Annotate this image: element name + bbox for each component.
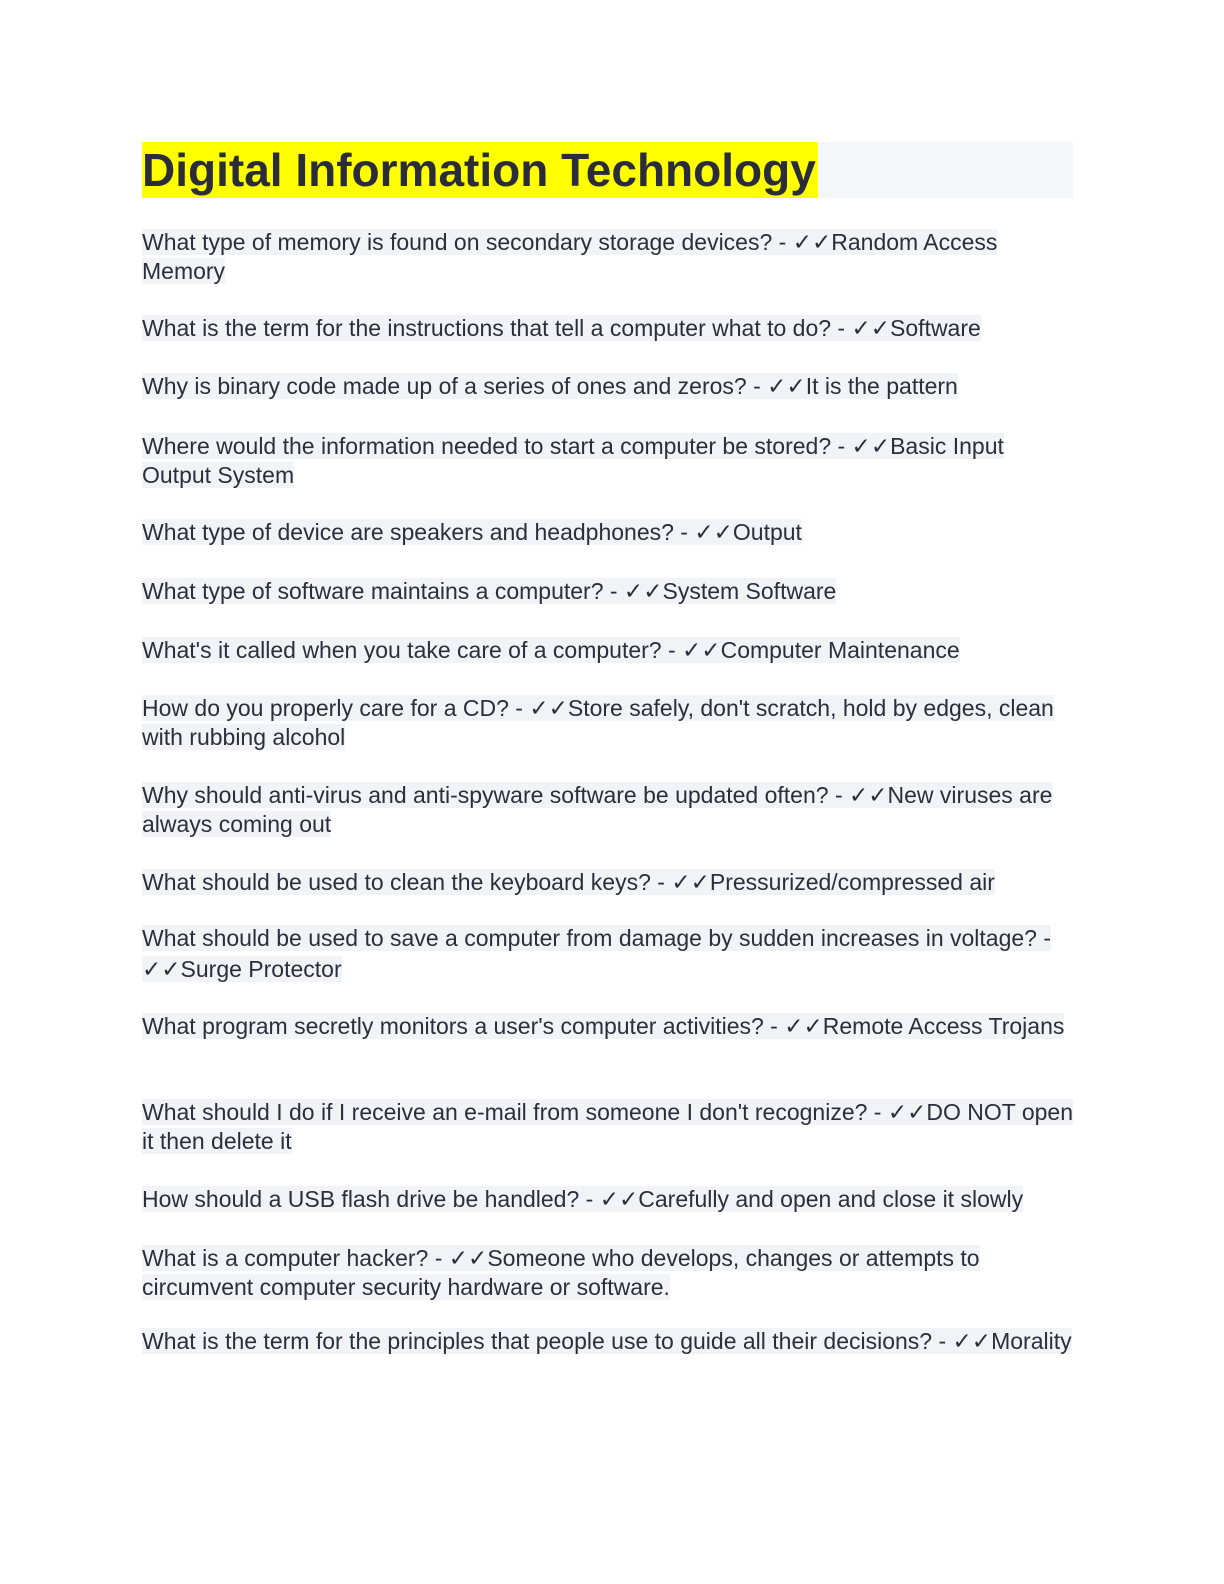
qa-item-7	[142, 636, 1074, 665]
qa-item-12	[142, 1012, 1074, 1041]
qa-text: What is a computer hacker? - ✓✓Someone who develops, changes or attempts to circumvent computer security hardware or software.	[142, 1245, 980, 1300]
qa-item-3	[142, 372, 1074, 401]
qa-item-2	[142, 314, 1074, 343]
qa-text: Where would the information needed to start a computer be stored? - ✓✓Basic Input Output System	[142, 433, 1004, 488]
page-title: Digital Information Technology	[142, 144, 816, 196]
qa-text: Why is binary code made up of a series of ones and zeros? - ✓✓It is the pattern	[142, 373, 958, 399]
qa-item-13	[142, 1098, 1074, 1155]
qa-item-1	[142, 228, 1074, 285]
qa-item-15	[142, 1244, 1074, 1301]
qa-text: What is the term for the principles that people use to guide all their decisions? - ✓✓Morality	[142, 1328, 1072, 1354]
qa-text: What program secretly monitors a user's computer activities? - ✓✓Remote Access Trojans	[142, 1013, 1065, 1039]
qa-item-4	[142, 432, 1074, 489]
qa-text: What is the term for the instructions that tell a computer what to do? - ✓✓Software	[142, 315, 981, 341]
qa-item-11	[142, 923, 1074, 985]
qa-item-14	[142, 1185, 1074, 1214]
qa-item-5	[142, 518, 1074, 547]
qa-item-8	[142, 694, 1074, 751]
qa-item-10	[142, 868, 1074, 897]
qa-item-9	[142, 781, 1074, 838]
qa-text: Why should anti-virus and anti-spyware software be updated often? - ✓✓New viruses are always coming out	[142, 782, 1053, 837]
qa-text: What type of device are speakers and headphones? - ✓✓Output	[142, 519, 802, 545]
qa-text: What type of memory is found on secondary storage devices? - ✓✓Random Access Memory	[142, 229, 998, 284]
qa-text: What should I do if I receive an e-mail from someone I don't recognize? - ✓✓DO NOT open it then delete it	[142, 1099, 1073, 1154]
qa-item-16	[142, 1326, 1074, 1357]
qa-text: What should be used to clean the keyboard keys? - ✓✓Pressurized/compressed air	[142, 869, 995, 895]
qa-text: How do you properly care for a CD? - ✓✓Store safely, don't scratch, hold by edges, clean with rubbing alcohol	[142, 695, 1054, 750]
qa-text: How should a USB flash drive be handled? - ✓✓Carefully and open and close it slowly	[142, 1186, 1024, 1212]
title-banner	[142, 142, 1073, 198]
qa-text: What's it called when you take care of a computer? - ✓✓Computer Maintenance	[142, 637, 960, 663]
qa-item-6	[142, 577, 1074, 606]
qa-text: What type of software maintains a computer? - ✓✓System Software	[142, 578, 837, 604]
qa-text: What should be used to save a computer from damage by sudden increases in voltage? - ✓✓Surge Protector	[142, 925, 1052, 982]
